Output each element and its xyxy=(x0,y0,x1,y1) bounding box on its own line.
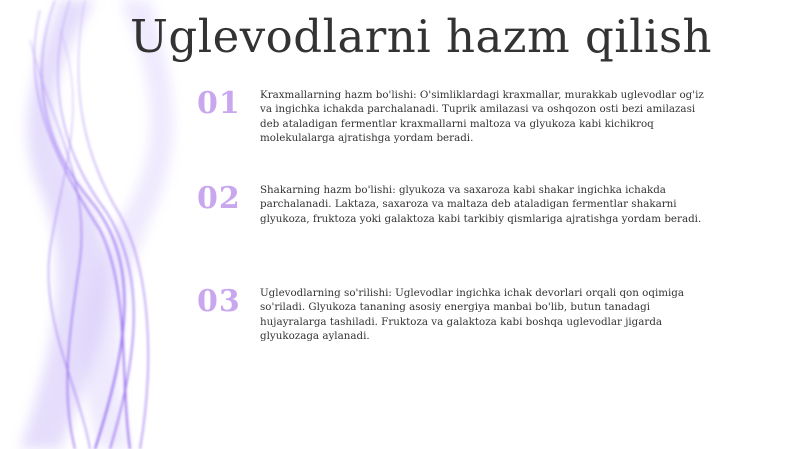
item-number: 02 xyxy=(197,181,241,216)
item-number: 01 xyxy=(197,86,241,121)
item-number: 03 xyxy=(197,284,241,319)
purple-smoke-decoration xyxy=(0,0,200,449)
slide-title: Uglevodlarni hazm qilish xyxy=(130,10,713,63)
item-text: Kraxmallarning hazm bo'lishi: O'simliklardagi kraxmallar, murakkab uglevodlar og'iz va ingichka ichakda parchalanadi. Tuprik amilazasi va oshqozon osti bezi amilazasi deb ataladigan fermentlar kraxmallarni maltoza va glyukoza kabi kichikroq molekulalarga ajratishga yordam beradi. xyxy=(260,89,704,145)
item-text: Uglevodlarning so'rilishi: Uglevodlar ingichka ichak devorlari orqali qon oqimiga so'riladi. Glyukoza tananing asosiy energiya manbai bo'lib, butun tanadagi hujayralarga tashiladi. Fruktoza va galaktoza kabi boshqa uglevodlar jigarda glyukozaga aylanadi. xyxy=(260,287,685,343)
item-text: Shakarning hazm bo'lishi: glyukoza va saxaroza kabi shakar ingichka ichakda parchalanadi. Laktaza, saxaroza va maltaza deb ataladigan fermentlar shakarni glyukoza, fruktoza yoki galaktoza kabi tarkibiy qismlariga ajratishga yordam beradi. xyxy=(260,184,702,225)
